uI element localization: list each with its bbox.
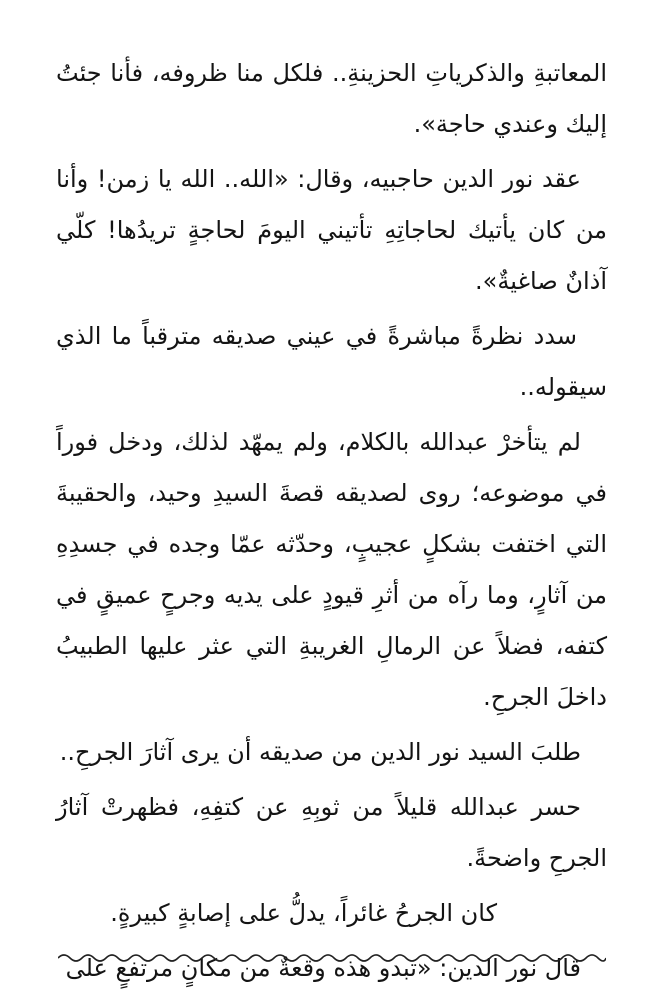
paragraph-4: لم يتأخرْ عبدالله بالكلام، ولم يمهّد لذلك، ودخل فوراً في موضوعه؛ روى لصديقه قصةَ السيدِ وحيد، والحقيبةَ التي اختفت بشكلٍ عجيبٍ، وحدّثه عمّا وجده في جسدِهِ من آثارٍ، وما رآه من أثرِ قيودٍ على يديه وجرحٍ عميقٍ في كتفه، فضلاً عن الرمالِ الغريبةِ التي عثر عليها الطبيبُ داخلَ الجرحِ.	[56, 428, 607, 711]
paragraph-5: طلبَ السيد نور الدين من صديقه أن يرى آثارَ الجرحِ..	[59, 738, 581, 766]
body-text	[56, 48, 607, 998]
paragraph-3: سدد نظرةً مباشرةً في عيني صديقه مترقباً ما الذي سيقوله..	[56, 322, 607, 401]
wavy-divider-line	[58, 955, 606, 961]
paragraph-7: كان الجرحُ غائراً، يدلُّ على إصابةٍ كبيرةٍ.	[110, 899, 497, 927]
wavy-divider	[58, 950, 606, 966]
paragraph-8: قال نور الدين: «تبدو هذه وقعةٌ من مكانٍ مرتفعٍ على	[65, 954, 581, 982]
paragraph-2: عقد نور الدين حاجبيه، وقال: «الله.. الله يا زمن! وأنا من كان يأتيك لحاجاتِهِ تأتيني اليومَ لحاجةٍ تريدُها! كلّي آذانٌ صاغيةٌ».	[56, 165, 607, 295]
paragraph-6: حسر عبدالله قليلاً من ثوبِهِ عن كتفِهِ، فظهرتْ آثارُ الجرحِ واضحةً.	[56, 793, 607, 872]
paragraph-1: المعاتبةِ والذكرياتِ الحزينةِ.. فلكل منا ظروفه، فأنا جئتُ إليك وعندي حاجة».	[56, 59, 607, 138]
